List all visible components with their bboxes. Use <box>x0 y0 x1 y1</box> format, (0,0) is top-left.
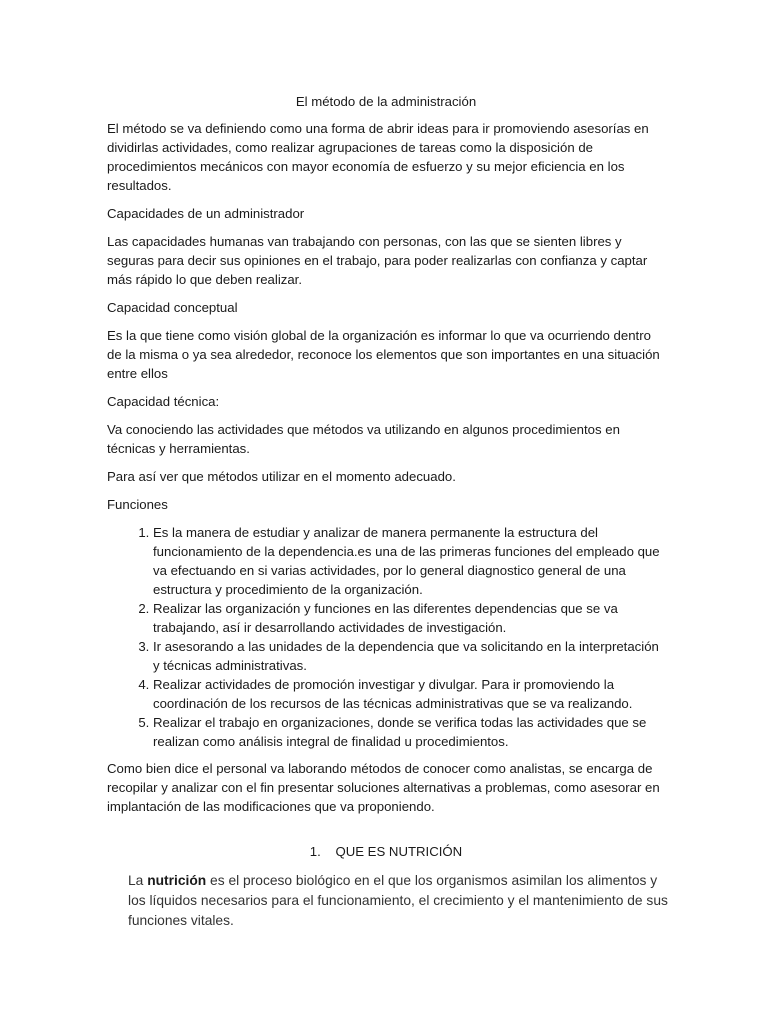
list-item: 1. Es la manera de estudiar y analizar de manera permanente la estructura del funcionamiento de la dependencia.es una de las primeras funciones del empleado que va efectuando en si varias actividades, por lo general diagnostico general de una estructura y procedimiento de la organización. <box>153 523 665 599</box>
section-title-text: QUE ES NUTRICIÓN <box>335 844 463 859</box>
nutricion-bold-term: nutrición <box>147 873 207 888</box>
list-item: 2. Realizar las organización y funciones en las diferentes dependencias que se va trabajando, así ir desarrollando actividades de investigación. <box>153 599 665 637</box>
heading-capacidad-conceptual: Capacidad conceptual <box>107 300 238 315</box>
document-title: El método de la administración <box>295 94 477 109</box>
document-content <box>107 88 668 931</box>
section-title-nutricion <box>107 842 665 861</box>
heading-funciones: Funciones <box>107 497 168 512</box>
paragraph-metodos-adecuado: Para así ver que métodos utilizar en el momento adecuado. <box>107 469 456 484</box>
heading-capacidades-administrador: Capacidades de un administrador <box>107 206 305 221</box>
list-item: 4. Realizar actividades de promoción investigar y divulgar. Para ir promoviendo la coordinación de los recursos de las técnicas administrativas que se va realizando. <box>153 675 665 713</box>
heading-capacidad-tecnica: Capacidad técnica: <box>107 394 220 409</box>
nutricion-text-before: La <box>128 873 148 888</box>
paragraph-capacidad-conceptual: Es la que tiene como visión global de la organización es informar lo que va ocurriendo dentro de la misma o ya sea alrededor, reconoce los elementos que son importantes en una situación entre ellos <box>107 328 660 381</box>
nutricion-text-after: es el proceso biológico en el que los organismos asimilan los alimentos y los líquidos necesarios para el funcionamiento, el crecimiento y el mantenimiento de sus funciones vitales. <box>128 873 668 928</box>
intro-paragraph: El método se va definiendo como una forma de abrir ideas para ir promoviendo asesorías en dividirlas actividades, como realizar agrupaciones de tareas como la disposición de procedimientos mecánicos con mayor economía de esfuerzo y su mejor eficiencia en los resultados. <box>107 121 649 193</box>
paragraph-capacidad-tecnica: Va conociendo las actividades que métodos va utilizando en algunos procedimientos en técnicas y herramientas. <box>107 422 620 456</box>
conclusion-paragraph: Como bien dice el personal va laborando métodos de conocer como analistas, se encarga de recopilar y analizar con el fin presentar soluciones alternativas a problemas, como asesorar en implantación de las modificaciones que va proponiendo. <box>107 761 660 814</box>
list-item: 3. Ir asesorando a las unidades de la dependencia que va solicitando en la interpretación y técnicas administrativas. <box>153 637 665 675</box>
list-item: 5. Realizar el trabajo en organizaciones, donde se verifica todas las actividades que se realizan como análisis integral de finalidad u procedimientos. <box>153 713 665 751</box>
nutricion-paragraph <box>128 871 668 931</box>
section-number: 1. <box>309 844 321 859</box>
funciones-list <box>107 523 665 751</box>
paragraph-capacidades-administrador: Las capacidades humanas van trabajando con personas, con las que se sienten libres y seguras para decir sus opiniones en el trabajo, para poder realizarlas con confianza y captar más rápido lo que deben realizar. <box>107 234 648 287</box>
